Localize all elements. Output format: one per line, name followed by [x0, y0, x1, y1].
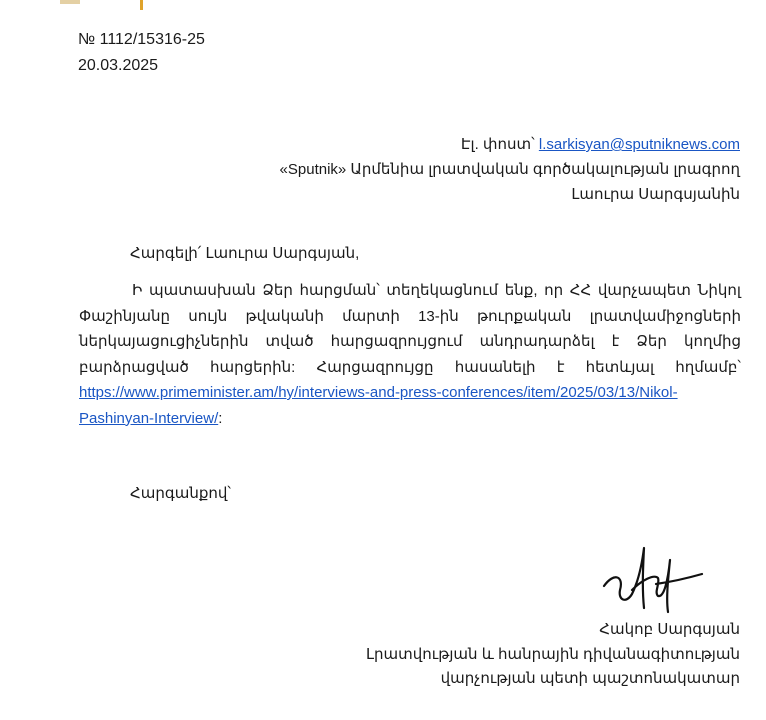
signer-name: Հակոբ Սարգսյան — [599, 621, 740, 638]
body-text: Ի պատասխան Ձեր հարցման՝ տեղեկացնում ենք, որ ՀՀ վարչապետ Նիկոլ Փաշինյանը սույն թվականի մարտի 13-ին թուրքական լրատվամիջոցների ներկայացուցիչներին տված հարցազրույցում անդրադարձել է Ձեր կողմից բարձրացված հարցերին: Հարցազրույցը հասանելի է հետևյալ հղմամբ՝ — [79, 282, 741, 376]
document-number: № 1112/15316-25 — [78, 31, 205, 48]
letterhead-accent-bar — [140, 0, 143, 10]
recipient-email-line — [280, 132, 740, 157]
signer-block — [366, 618, 740, 692]
recipient-block — [280, 132, 740, 207]
body-paragraph — [79, 278, 741, 431]
body-end: : — [218, 409, 223, 427]
closing: Հարգանքով՝ — [130, 485, 231, 502]
signature-image — [598, 540, 708, 615]
salutation: Հարգելի՛ Լաուրա Սարգսյան, — [130, 245, 360, 262]
letterhead-fragment — [60, 0, 80, 4]
recipient-line-1: «Sputnik» Արմենիա լրատվական գործակալության լրագրող — [279, 161, 740, 178]
email-label: Էլ. փոստ՝ — [460, 136, 539, 153]
letterhead-strip — [60, 0, 150, 10]
document-date: 20.03.2025 — [78, 57, 159, 74]
signer-title-line-2: վարչության պետի պաշտոնակատար — [440, 670, 740, 687]
recipient-line-2: Լաուրա Սարգսյանին — [571, 186, 740, 203]
email-link[interactable]: l.sarkisyan@sputniknews.com — [538, 136, 740, 153]
signer-title-line-1: Լրատվության և հանրային դիվանագիտության — [366, 645, 740, 663]
interview-link[interactable]: https://www.primeminister.am/hy/interviews-and-press-conferences/item/2025/03/13/Nikol-Pashinyan-Interview/ — [79, 384, 678, 427]
